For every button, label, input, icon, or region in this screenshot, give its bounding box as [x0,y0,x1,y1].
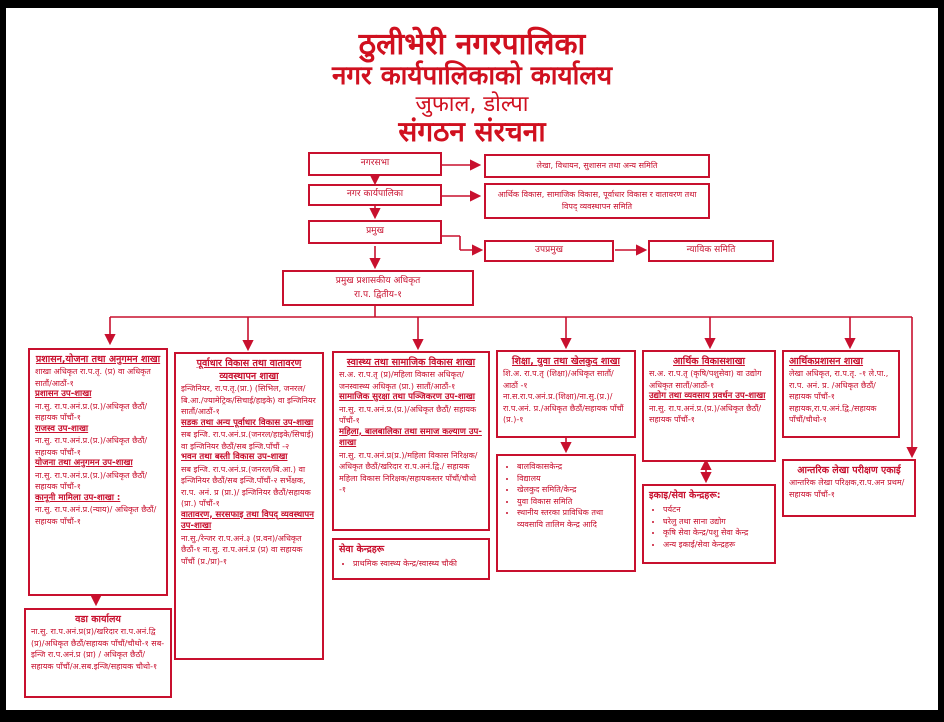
samiti2-label: आर्थिक विकास, सामाजिक विकास, पूर्वाधार विकास र वातावरण तथा विपद् व्यवस्थापन समिति [497,190,697,211]
admin-title: प्रशासन,योजना तथा अनुगमन शाखा [35,354,161,365]
nagarsabha-label: नगरसभा [360,158,390,169]
finance-section [782,350,900,438]
edu-section [496,350,636,438]
infra-section [174,352,324,660]
nyayik-label: न्यायिक समिति [686,245,736,256]
samiti1-box [484,154,710,178]
admin-sub-4: कानूनी मामिला उप-शाखा : [35,492,121,503]
edu-unit-item: • खेलकुद समिति/केन्द्र [517,484,629,496]
edu-text-1: शि.अ. रा.प.तृ (शिक्षा)/अधिकृत सातौं/ आठौं -१ [503,369,614,390]
chart-title: संगठन संरचना [398,115,546,148]
health-text-2: ना.सु. रा.प.अनं.प्र.(प्र.)/अधिकृत छैठौं/ सहायक पाँचौं-१ [339,404,477,425]
econ-unit-item: • पर्यटन [663,504,769,516]
infra-sub-2: भवन तथा बस्ती विकास उप-शाखा [181,452,288,462]
admin-sub-2: राजस्व उप-शाखा [35,423,89,434]
finance-text-1: लेखा अधिकृत, रा.प.तृ. -१ ले.पा., रा.प. अनं. प्र. /अधिकृत छैठौं/ सहायक पाँचौं-१ सहायक,रा.प.अनं.द्वि./सहायक पाँचौं/चौथो-१ [789,369,889,424]
nyayik-box [648,240,774,262]
edu-text-2: ना.स.रा.प.अनं.प्र.(शिक्षा)/ना.सु.(प्र.)/रा.प.अनं. प्र./अधिकृत छैठौं/सहायक पाँचौं (प्र.)-१ [503,392,624,424]
econ-units [642,484,776,564]
karyapalika-box [308,184,442,206]
audit-text-1: आन्तरिक लेखा परिक्षक,रा.प.अन प्रथम/सहायक पाँचौं-१ [789,478,905,499]
infra-text-4: ना.सु./रेन्जर रा.प.अनं.३ (प्र.वन)/अधिकृत छैठौं-१ ना.सु. रा.प.अनं.प्र (प्र) वा सहायक पाँचौं (प्र./प्रा)-१ [181,533,303,566]
municipality-title: ठुलीभेरी नगरपालिका [358,27,586,62]
edu-unit-item: • विद्यालय [517,473,629,485]
edu-unit-item: • स्थानीय स्तरका प्राविधिक तथा व्यवसायि तालिम केन्द्र आदि [517,507,629,530]
location-title: जुफाल, डोल्पा [415,92,529,117]
cao-label: प्रमुख प्रशासकीय अधिकृत [335,276,421,286]
edu-title: शिक्षा, युवा तथा खेलकुद शाखा [512,356,620,367]
audit-title: आन्तरिक लेखा परीक्षण एकाई [797,465,901,476]
econ-units-title: इकाइ/सेवा केन्द्रहरू: [649,490,721,501]
edu-units [496,454,636,572]
infra-sub-1: सडक तथा अन्य पूर्वाधार विकास उप-शाखा [181,417,314,428]
health-sub-1: सामाजिक सुरक्षा तथा पञ्जिकरण उप-शाखा [339,392,475,402]
infra-sub-3: वातावरण, सरसफाइ तथा विपद् व्यवस्थापन उप-शाखा [181,509,314,531]
econ-title: आर्थिक विकासशाखा [673,356,745,367]
health-sub-2: महिला, बालबालिका तथा समाज कल्याण उप-शाखा [339,426,482,448]
seva-title: सेवा केन्द्रहरू [339,544,385,555]
health-text-1: स.अ. रा.प.तृ (प्र)/महिला विकास अधिकृत/ जनस्वास्थ्य अधिकृत (प्रा.) सातौं/आठौं-१ [339,370,465,391]
admin-sub-1: प्रशासन उप-शाखा [35,389,92,399]
samiti1-label: लेखा, विधायन, सुशासन तथा अन्य समिति [536,161,658,171]
edu-unit-item: • युवा विकास समिति [517,496,629,508]
audit-section [782,459,916,517]
health-section [332,351,490,531]
econ-unit-item: • अन्य इकाई/सेवा केन्द्रहरू [663,539,769,551]
upapramukh-box [484,240,614,262]
office-title: नगर कार्यपालिकाको कार्यालय [331,61,613,91]
admin-section [28,348,168,596]
health-title: स्वास्थ्य तथा सामाजिक विकास शाखा [346,357,476,368]
admin-text-5: ना.सु. रा.प.अनं.प्र.(न्याय)/ अधिकृत छैठौं/ सहायक पाँचौं-१ [35,505,157,526]
seva-list [339,558,483,570]
nagarsabha-box [308,152,442,176]
edu-unit-list [503,461,629,530]
pramukh-box [308,220,442,244]
infra-text-2: सब इन्जि. रा.प.अनं.प्र.(जनरल/हाइके/सिचाई) वा इन्जिनियर छैठौं/सब इन्जि.पाँचौं -२ [181,430,314,451]
infra-title: पूर्वाधार विकास तथा वातावरण व्यवस्थापन शाखा [196,358,302,382]
econ-text-2: ना.सु. रा.प.अनं.प्र.(प्र.)/अधिकृत छैठौं/सहायक पाँचौं-१ [649,403,762,424]
finance-title: आर्थिकप्रशासन शाखा [789,356,864,367]
econ-unit-item: • घरेलु तथा साना उद्योग [663,516,769,528]
seva-section [332,538,490,580]
econ-sub-1: उद्योग तथा व्यवसाय प्रवर्धन उप-शाखा [649,391,766,401]
infra-text-1: इन्जिनियर, रा.प.तृ.(प्रा.) (सिभिल, जनरल/बि.आ./ज्यामेट्रिक/सिचाई/हाइके) वा इन्जिनियर सातौं/आठौं-१ [181,384,316,416]
econ-section [642,350,776,462]
seva-item: • प्राथमिक स्वास्थ्य केन्द्र/स्वास्थ्य चौकी [353,558,483,570]
admin-sub-3: योजना तथा अनुगमन उप-शाखा [35,458,133,468]
health-text-3: ना.सु. रा.प.अनं.प्र(प्र.)/महिला विकास निरिक्षक/अधिकृत छैठौं/खरिदार रा.प.अनं.द्वि./ सहायक महिला विकास निरिक्षक/सहायकस्तर पाँचौं/चौथो -१ [339,450,478,494]
upapramukh-label: उपप्रमुख [535,245,563,256]
pramukh-label: प्रमुख [366,226,384,237]
ward-section [24,608,172,698]
ward-text-1: ना.सु. रा.प.अनं.प्र(प्र)/खरिदार रा.प.अनं.द्वि (प्र)/अधिकृत छैठौं/सहायक पाँचौं/चौथो-१ सब-इन्जि रा.प.अनं.प्र (प्रा) / अधिकृत छैठौं/ सहायक पाँचौं/अ.सब.इन्जि/सहायक चौथो-१ [31,627,165,671]
ward-title: वडा कार्यालय [75,614,121,625]
admin-text-2: ना.सु. रा.प.अनं.प्र.(प्र.)/अधिकृत छैठौं/ सहायक पाँचौं-१ [35,401,148,422]
admin-text-4: ना.सु. रा.प.अनं.प्र.(प्र.)/अधिकृत छैठौं/ सहायक पाँचौं-१ [35,470,148,491]
cao-box [282,270,474,306]
admin-text-1: शाखा अधिकृत रा.प.तृ. (प्र) वा अधिकृत सातौं/आठौं-१ [35,367,151,388]
cao-level: रा.प. द्वितीय-१ [354,290,402,300]
econ-text-1: स.अ. रा.प.तृ (कृषि/पशुसेवा) वा उद्योग अधिकृत सातौं/आठौं-१ [649,369,762,390]
karyapalika-label: नगर कार्यपालिका [346,189,404,200]
econ-unit-list [649,504,769,550]
infra-text-3: सब इन्जि. रा.प.अनं.प्र.(जनरल/बि.आ.) वा इन्जिनियर छैठौं/सब इन्जि.पाँचौं-२ सर्भेक्षक, रा.प. अनं. प्र (प्रा.)/ इन्जिनियर छैठौं/सहायक (प्रा.) पाँचौं-१ [181,464,311,508]
admin-text-3: ना.सु. रा.प.अनं.प्र.(प्र.)/अधिकृत छैठौं/ सहायक पाँचौं-१ [35,436,148,457]
econ-unit-item: • कृषि सेवा केन्द्र/पशु सेवा केन्द्र [663,527,769,539]
samiti2-box [484,183,710,219]
edu-unit-item: • बालविकासकेन्द्र [517,461,629,473]
